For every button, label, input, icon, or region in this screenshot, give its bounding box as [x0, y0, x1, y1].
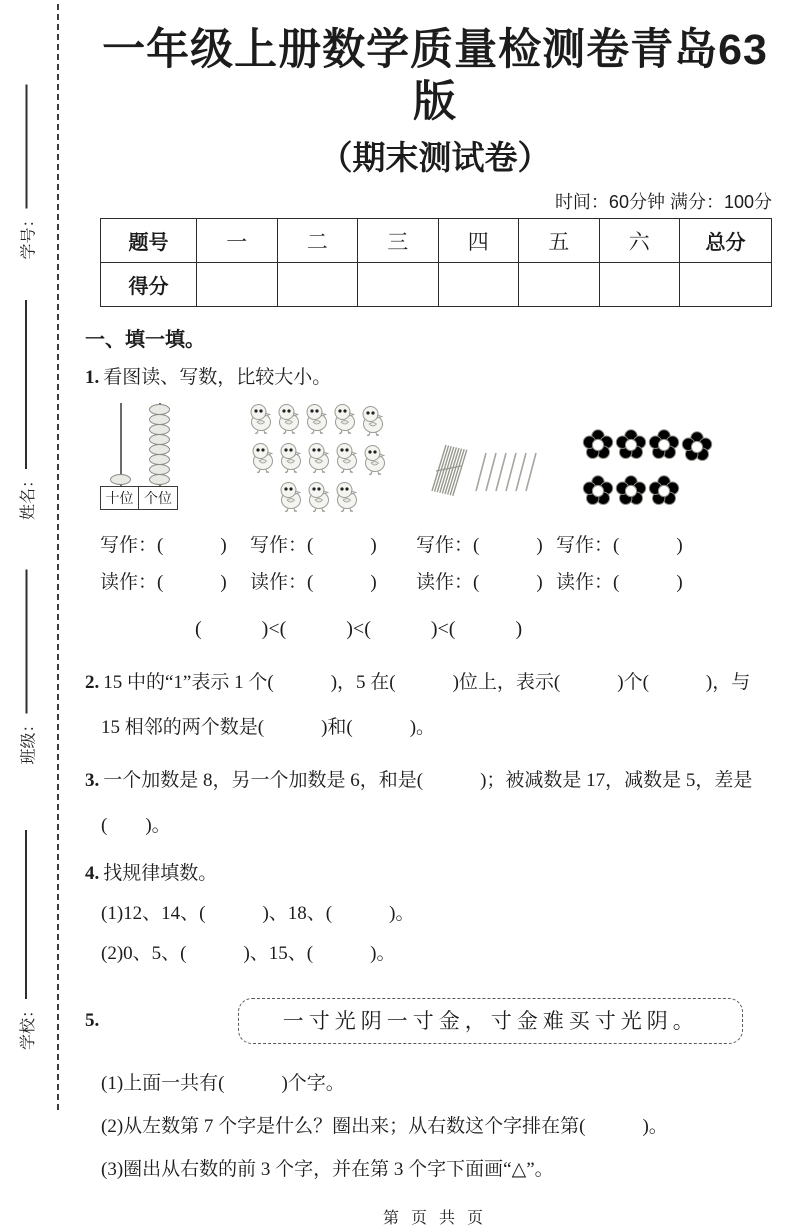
blank-line	[26, 85, 28, 209]
question-4	[85, 854, 785, 974]
abacus-bead	[110, 474, 131, 485]
paper-title: 一年级上册数学质量检测卷青岛63版	[102, 26, 768, 126]
page-footer: 第 页 共 页	[382, 1210, 487, 1227]
question-4-sub1: (1)12、14、( )、18、( )。	[101, 903, 415, 924]
question-5-sub1: (1)上面一共有( )个字。	[101, 1073, 345, 1094]
question-2-number: 2.	[85, 672, 100, 693]
col-question-number: 题号	[101, 219, 197, 263]
write-blank: 写作：( )	[416, 535, 543, 556]
question-3-line1: 一个加数是 8，另一个加数是 6，和是( )；被减数是 17，减数是 5，差是	[103, 770, 753, 791]
read-number-row	[85, 571, 785, 595]
tens-place-label: 十位	[100, 486, 139, 510]
abacus-figure	[100, 403, 184, 513]
score-cell	[197, 263, 278, 307]
col-total: 总分	[680, 219, 772, 263]
field-label: 学号：	[20, 211, 37, 260]
write-blank: 写作：( )	[556, 535, 683, 556]
question-2-line1: 15 中的“1”表示 1 个( )，5 在( )位上，表示( )个( )，与	[103, 672, 751, 693]
abacus-place-labels	[100, 486, 178, 510]
question-2-line2: 15 相邻的两个数是( )和( )。	[101, 717, 436, 738]
question-4-sub2: (2)0、5、( )、15、( )。	[101, 943, 396, 964]
col-section-5: 五	[519, 219, 600, 263]
read-blank: 读作：( )	[250, 572, 377, 593]
question-1-number: 1.	[85, 367, 100, 388]
score-table-header-row	[101, 219, 772, 263]
field-label: 班级：	[20, 716, 37, 765]
question-2	[85, 660, 785, 750]
field-school	[15, 830, 37, 1050]
question-1-text: 看图读、写数，比较大小。	[103, 367, 332, 388]
abacus-bead	[149, 424, 170, 435]
question-1-figures	[85, 403, 785, 519]
write-blank: 写作：( )	[250, 535, 377, 556]
question-5-sub2: (2)从左数第 7 个字是什么？圈出来；从右数这个字排在第( )。	[101, 1116, 668, 1137]
abacus-bead	[149, 454, 170, 465]
question-1	[85, 365, 785, 391]
question-5-sub3: (3)圈出从右数的前 3 个字，并在第 3 个字下面画“△”。	[101, 1159, 554, 1180]
abacus-bead	[149, 414, 170, 425]
abacus-bead	[149, 444, 170, 455]
read-blank: 读作：( )	[556, 572, 683, 593]
score-cell	[680, 263, 772, 307]
score-cell	[599, 263, 680, 307]
abacus-bead	[149, 464, 170, 475]
field-label: 学校：	[19, 1001, 37, 1050]
score-row-label: 得分	[101, 263, 197, 307]
question-3	[85, 758, 785, 848]
blank-line	[25, 830, 27, 999]
score-cell	[519, 263, 600, 307]
question-4-number: 4.	[85, 863, 100, 884]
field-name	[15, 300, 37, 520]
field-student-number	[16, 85, 38, 260]
ones-place-label: 个位	[139, 486, 178, 510]
sticks-figure	[428, 433, 538, 497]
paper-content	[85, 0, 785, 1228]
col-section-4: 四	[438, 219, 519, 263]
blank-line	[25, 300, 27, 469]
abacus-bead	[149, 474, 170, 485]
section-1-heading: 一、填一填。	[85, 329, 205, 351]
score-table	[100, 218, 772, 307]
col-section-6: 六	[599, 219, 680, 263]
score-cell	[358, 263, 439, 307]
time-score-meta: 时间：60分钟 满分：100分	[554, 192, 772, 212]
question-4-text: 找规律填数。	[103, 863, 218, 884]
score-table-score-row	[101, 263, 772, 307]
question-5	[85, 998, 785, 1044]
abacus-bead	[149, 434, 170, 445]
paper-subtitle: （期末测试卷）	[319, 139, 551, 176]
compare-blanks-line: ( )<( )<( )<( )	[195, 618, 523, 640]
write-number-row	[85, 534, 785, 558]
question-5-number: 5.	[85, 1010, 100, 1031]
blank-line	[26, 570, 28, 714]
read-blank: 读作：( )	[416, 572, 543, 593]
question-3-line2: ( )。	[101, 815, 171, 836]
read-blank: 读作：( )	[100, 572, 227, 593]
col-section-3: 三	[358, 219, 439, 263]
score-cell	[277, 263, 358, 307]
question-5-subquestions	[85, 1062, 785, 1191]
col-section-2: 二	[277, 219, 358, 263]
proverb-box: 一寸光阴一寸金，寸金难买寸光阴。	[238, 998, 743, 1044]
field-label: 姓名：	[19, 471, 37, 520]
abacus-bead	[149, 404, 170, 415]
flowers-figure	[582, 429, 714, 513]
write-blank: 写作：( )	[100, 535, 227, 556]
col-section-1: 一	[197, 219, 278, 263]
question-3-number: 3.	[85, 770, 100, 791]
chicks-figure	[248, 403, 388, 515]
field-class	[16, 570, 38, 765]
binding-dashed-line	[57, 4, 59, 1110]
score-cell	[438, 263, 519, 307]
